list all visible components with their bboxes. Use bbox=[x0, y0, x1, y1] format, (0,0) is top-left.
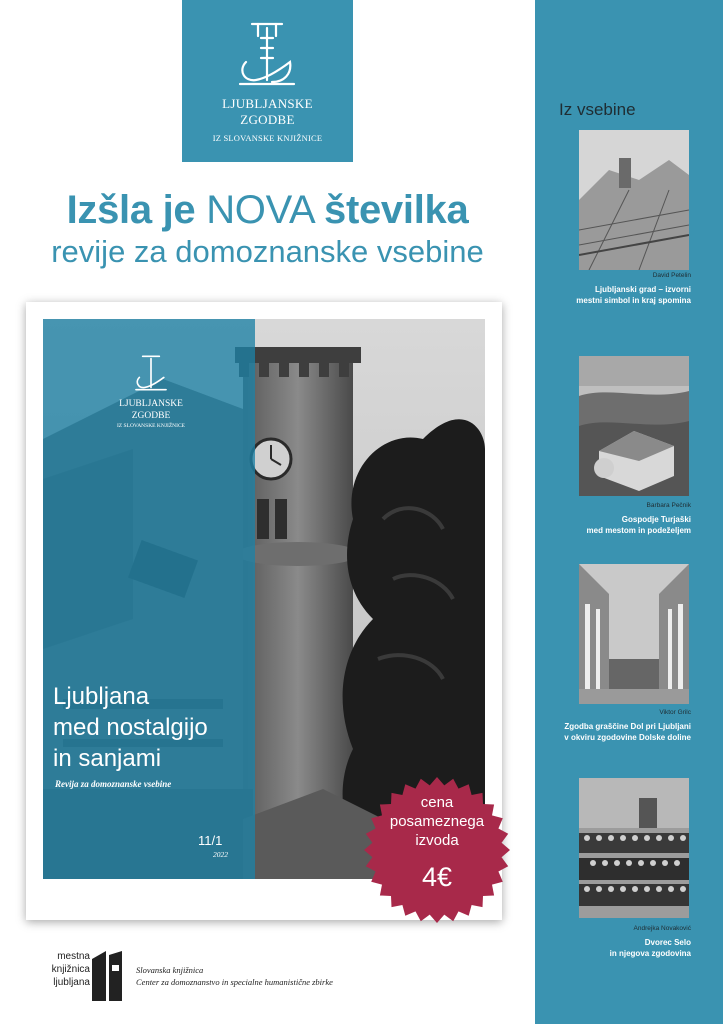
turjak-castle-thumbnail bbox=[579, 356, 689, 496]
headline-line-1 bbox=[0, 188, 535, 232]
mkl-logo-word-1: mestna bbox=[57, 951, 90, 962]
footer-line-2: Center za domoznanstvo in specialne humanistične zbirke bbox=[136, 977, 333, 987]
cover-subtitle: Revija za domoznanske vsebine bbox=[55, 779, 172, 789]
sidebar-title: Iz vsebine bbox=[559, 100, 636, 119]
mkl-logo bbox=[51, 951, 134, 1001]
item-author: Viktor Grilc bbox=[659, 709, 691, 716]
cover-title-line-3: in sanjami bbox=[53, 745, 162, 772]
item-author: David Petelin bbox=[652, 272, 691, 279]
cover-title-line-2: med nostalgijo bbox=[53, 714, 208, 741]
contents-sidebar bbox=[535, 0, 723, 1024]
item-title-line-2: med mestom in podeželjem bbox=[586, 526, 691, 535]
mkl-logo-icon bbox=[92, 951, 126, 1001]
group-photo-thumbnail bbox=[579, 778, 689, 918]
item-title-line-1: Ljubljanski grad – izvorni bbox=[594, 285, 691, 294]
item-title-line-1: Gospodje Turjaški bbox=[621, 515, 691, 524]
price-badge bbox=[362, 775, 512, 925]
headline-bold-1: Izšla je bbox=[66, 188, 196, 232]
magazine-logo-box bbox=[182, 0, 353, 162]
cover-issue-number: 11/1 bbox=[198, 833, 223, 848]
item-title-line-2: v okviru zgodovine Dolske doline bbox=[564, 733, 691, 742]
headline-line-2: revije za domoznanske vsebine bbox=[51, 234, 484, 269]
price-value: 4€ bbox=[421, 862, 453, 892]
cover-logo-line-3: IZ SLOVANSKE KNJIŽNICE bbox=[116, 423, 186, 429]
cover-logo-icon bbox=[131, 353, 171, 393]
headline-nova: NOVA bbox=[206, 188, 314, 232]
mkl-logo-word-2: knjižnica bbox=[51, 964, 90, 975]
footer-line-1: Slovanska knjižnica bbox=[136, 965, 204, 975]
cover-year: 2022 bbox=[213, 850, 228, 859]
price-line-3: izvoda bbox=[415, 832, 459, 849]
contents-item bbox=[579, 356, 691, 535]
cover-title bbox=[53, 681, 283, 774]
item-title-line-2: in njegova zgodovina bbox=[609, 949, 691, 958]
item-title-line-1: Dvorec Selo bbox=[644, 938, 691, 947]
item-author: Andrejka Novaković bbox=[633, 925, 691, 932]
contents-item bbox=[564, 564, 691, 742]
cover-logo-line-2: ZGODBE bbox=[131, 411, 171, 421]
logo-line-3: IZ SLOVANSKE KNJIŽNICE bbox=[212, 133, 323, 143]
headline-bold-2: številka bbox=[324, 188, 469, 232]
cover-logo-line-1: LJUBLJANSKE bbox=[119, 399, 183, 409]
footer-text bbox=[136, 964, 333, 988]
price-line-1: cena bbox=[420, 794, 454, 811]
contents-item bbox=[579, 778, 691, 958]
logo-line-2: ZGODBE bbox=[240, 112, 295, 127]
castle-drawing-thumbnail bbox=[579, 130, 689, 270]
price-badge-text bbox=[362, 793, 512, 892]
cover-title-line-1: Ljubljana bbox=[53, 683, 150, 710]
cover-logo bbox=[81, 353, 221, 430]
price-line-2: posameznega bbox=[389, 813, 485, 830]
dol-colonnade-thumbnail bbox=[579, 564, 689, 704]
logo-line-1: LJUBLJANSKE bbox=[222, 96, 313, 111]
magazine-logo-icon bbox=[232, 18, 302, 90]
headline bbox=[0, 188, 535, 270]
mkl-logo-word-3: ljubljana bbox=[53, 977, 90, 988]
item-title-line-1: Zgodba graščine Dol pri Ljubljani bbox=[564, 722, 691, 731]
item-author: Barbara Pečnik bbox=[646, 502, 691, 509]
contents-item bbox=[576, 130, 691, 305]
item-title-line-2: mestni simbol in kraj spomina bbox=[576, 296, 691, 305]
